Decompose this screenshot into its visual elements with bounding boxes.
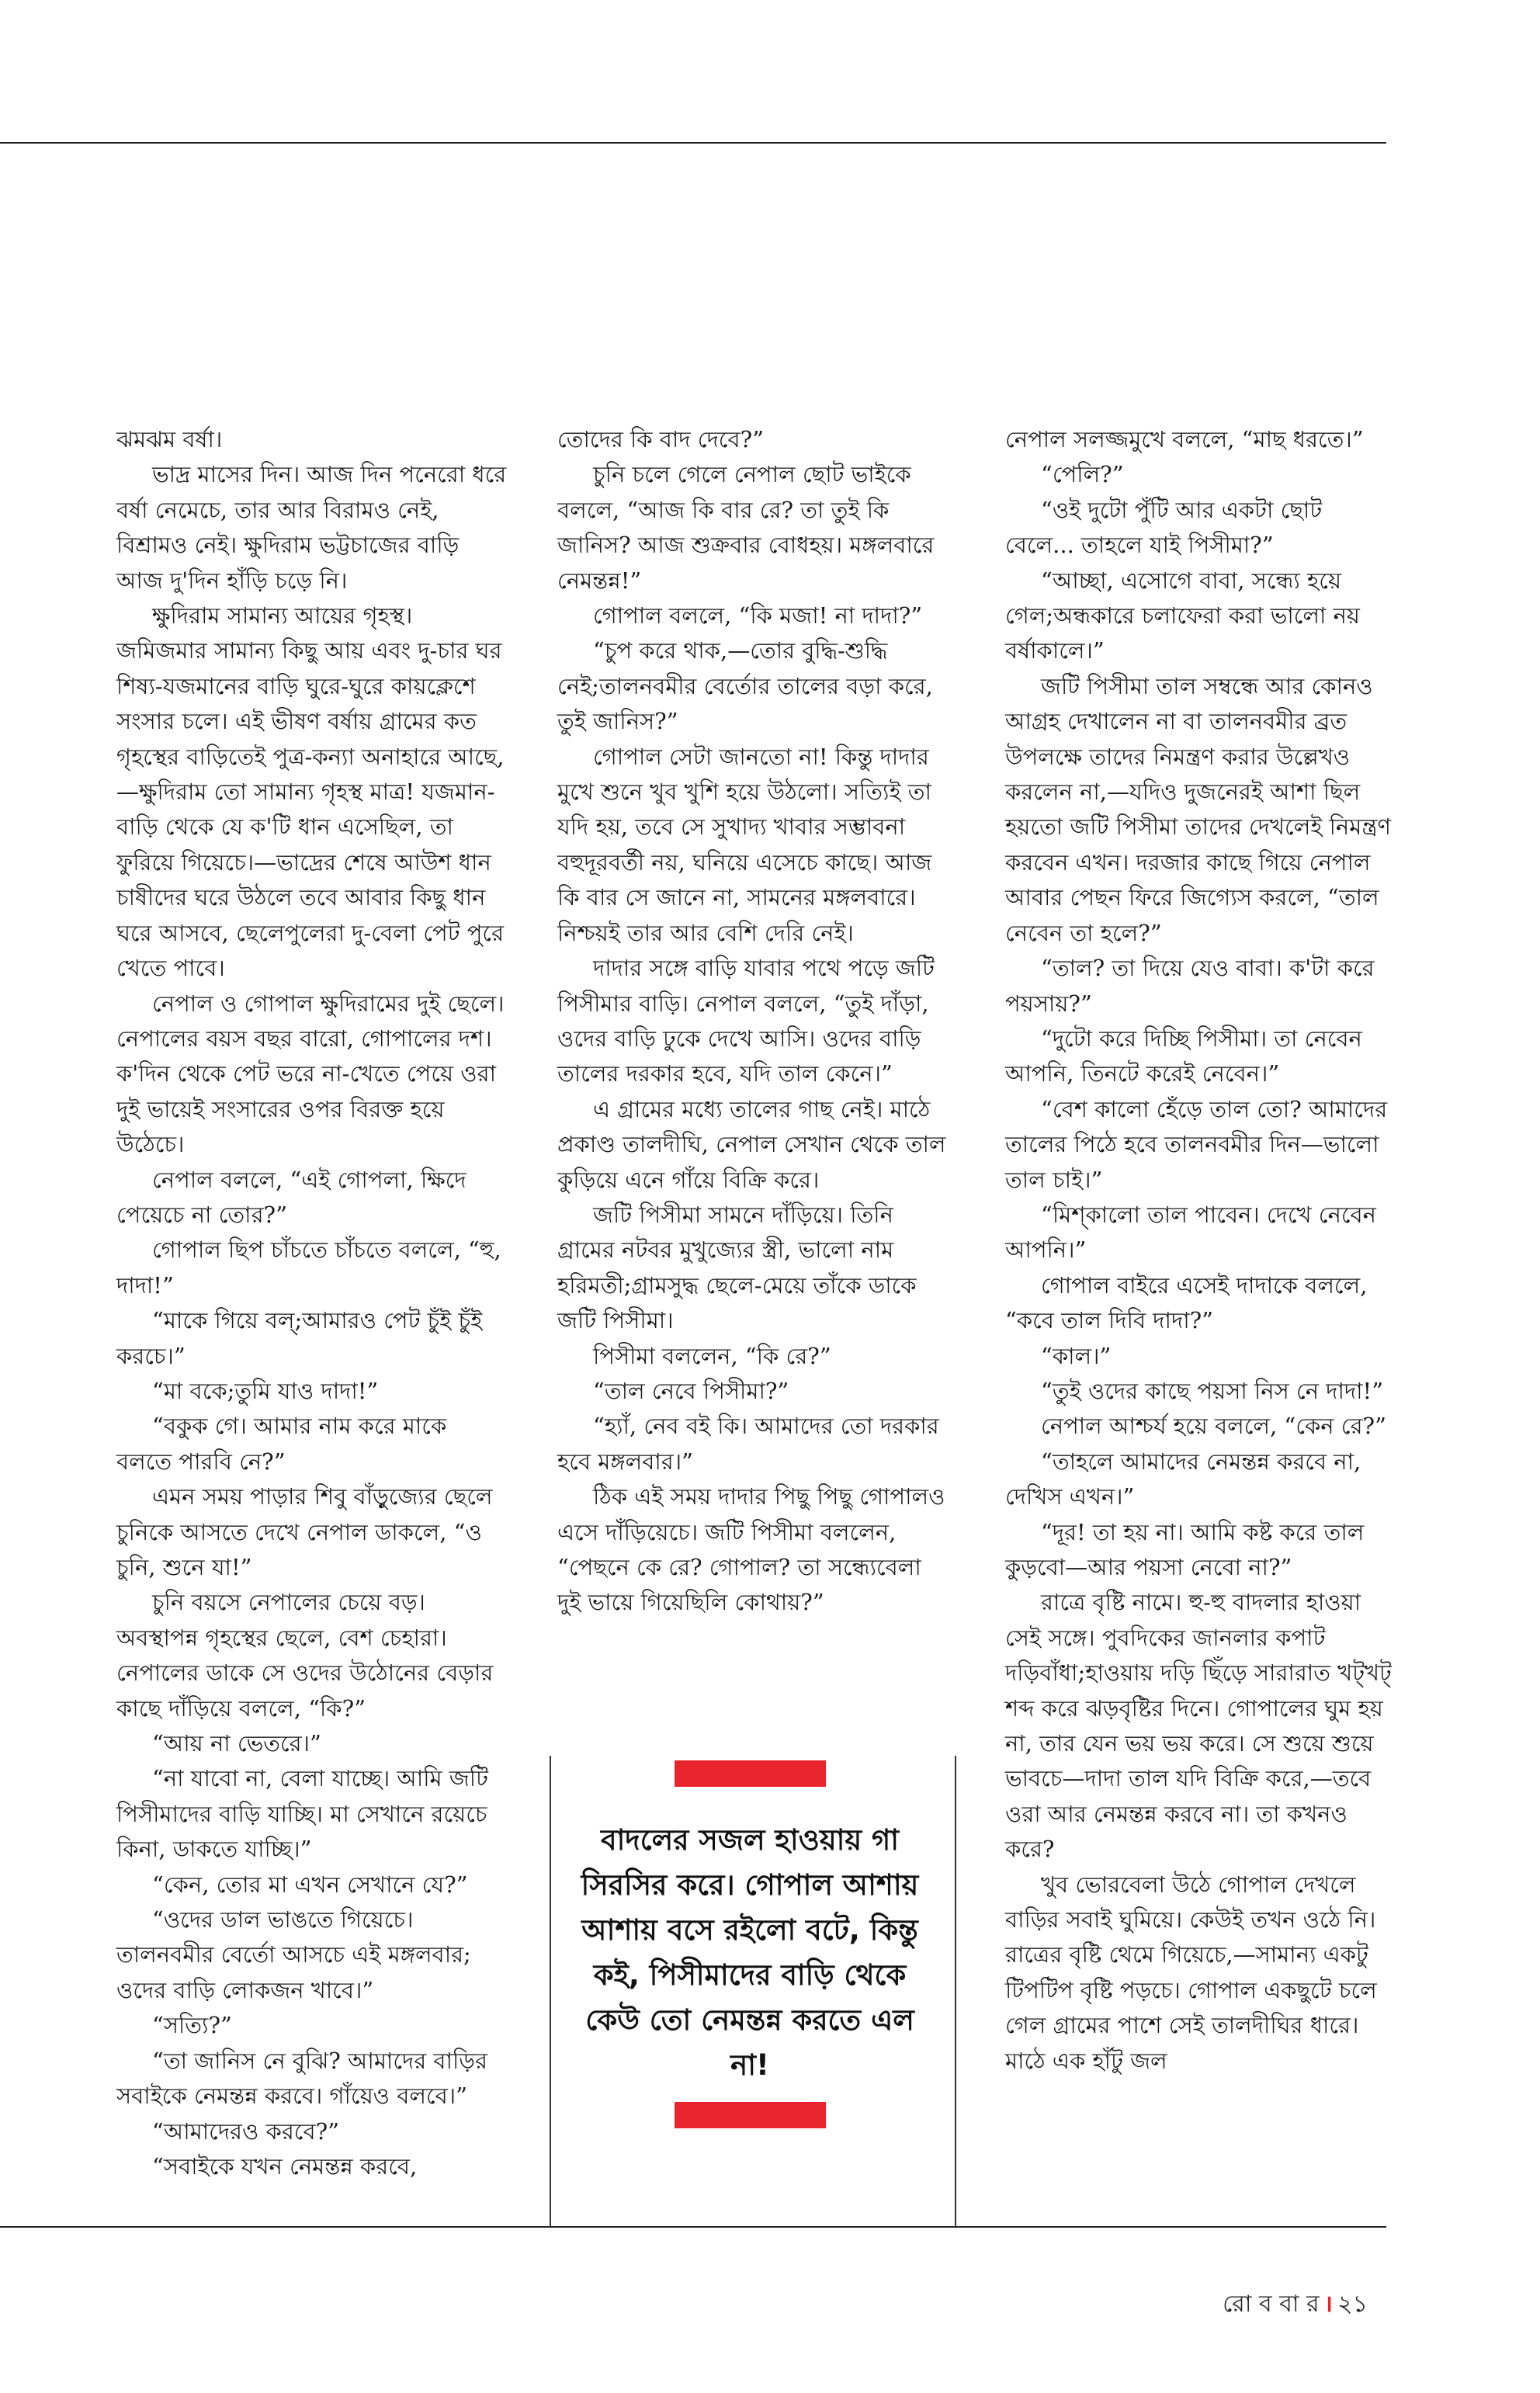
text-column-1 xyxy=(116,422,508,2184)
paragraph: ভাদ্র মাসের দিন। আজ দিন পনেরো ধরে বর্ষা নেমেচে, তার আর বিরামও নেই, বিশ্রামও নেই। ক্ষুদিরাম ভট্টচাজের বাড়ি আজ দু'দিন হাঁড়ি চড়ে নি। xyxy=(116,461,507,594)
paragraph: “বকুক গে। আমার নাম করে মাকে বলতে পারবি নে?” xyxy=(116,1413,447,1475)
paragraph: “মিশ্‌কালো তাল পাবেন। দেখে নেবেন আপনি।” xyxy=(1005,1201,1376,1264)
paragraph: “আচ্ছা, এসোগে বাবা, সন্ধ্যে হয়ে গেল;অন্ধকারে চলাফেরা করা ভালো নয় বর্ষাকালে।” xyxy=(1005,567,1361,664)
paragraph: ক্ষুদিরাম সামান্য আয়ের গৃহস্থ। জমিজমার সামান্য কিছু আয় এবং দু-চার ঘর শিষ্য-যজমানের বাড়ি ঘুরে-ঘুরে কায়ক্লেশে সংসার চলে। এই ভীষণ বর্ষায় গ্রামের কত গৃহস্থের বাড়িতেই পুত্র-কন্যা অনাহারে আছে,—ক্ষুদিরাম তো সামান্য গৃহস্থ মাত্র! যজমান-বাড়ি থেকে যে ক'টি ধান এসেছিল, তা ফুরিয়ে গিয়েচে।—ভাদ্রের শেষে আউশ ধান চাষীদের ঘরে উঠলে তবে আবার কিছু ধান ঘরে আসবে, ছেলেপুলেরা দু-বেলা পেট পুরে খেতে পাবে। xyxy=(116,602,505,982)
paragraph: গোপাল সেটা জানতো না! কিন্তু দাদার মুখে শুনে খুব খুশি হয়ে উঠলো। সত্যিই তা যদি হয়, তবে সে সুখাদ্য খাবার সম্ভাবনা বহুদূরবর্তী নয়, ঘনিয়ে এসেচে কাছে। আজ কি বার সে জানে না, সামনের মঙ্গলবারে। নিশ্চয়ই তার আর বেশি দেরি নেই। xyxy=(557,743,932,946)
paragraph: “ওই দুটো পুঁটি আর একটা ছোট বেলে... তাহলে যাই পিসীমা?” xyxy=(1005,496,1323,559)
paragraph: পিসীমা বললেন, “কি রে?” xyxy=(593,1342,831,1369)
paragraph: চুনি চলে গেলে নেপাল ছোট ভাইকে বললে, “আজ কি বার রে? তা তুই কি জানিস? আজ শুক্রবার বোধহয়। মঙ্গলবারে নেমন্তন্ন!” xyxy=(557,461,935,594)
paragraph: “না যাবো না, বেলা যাচ্ছে। আমি জটি পিসীমাদের বাড়ি যাচ্ছি। মা সেখানে রয়েচে কিনা, ডাকতে যাচ্ছি।” xyxy=(116,1765,488,1863)
paragraph: “তা জানিস নে বুঝি? আমাদের বাড়ির সবাইকে নেমন্তন্ন করবে। গাঁয়েও বলবে।” xyxy=(116,2047,487,2110)
paragraph: গোপাল বললে, “কি মজা! না দাদা?” xyxy=(593,602,923,629)
paragraph: গোপাল ছিপ চাঁচতে চাঁচতে বললে, “হু, দাদা!” xyxy=(116,1236,501,1299)
paragraph: “ওদের ডাল ভাঙতে গিয়েচে। তালনবমীর বের্তো আসচে এই মঙ্গলবার; ওদের বাড়ি লোকজন খাবে।” xyxy=(116,1906,471,2003)
folio xyxy=(1223,2285,1368,2325)
paragraph: ঝমঝম বর্ষা। xyxy=(116,426,223,453)
bottom-rule xyxy=(0,2226,1386,2228)
pull-quote-bar-bottom xyxy=(675,2102,826,2128)
paragraph: দাদার সঙ্গে বাড়ি যাবার পথে পড়ে জটি পিসীমার বাড়ি। নেপাল বললে, “তুই দাঁড়া, ওদের বাড়ি ঢুকে দেখে আসি। ওদের বাড়ি তালের দরকার হবে, যদি তাল কেনে।” xyxy=(557,955,935,1087)
paragraph: “হ্যাঁ, নেব বই কি। আমাদের তো দরকার হবে মঙ্গলবার।” xyxy=(557,1413,939,1475)
paragraph: “তুই ওদের কাছে পয়সা নিস নে দাদা!” xyxy=(1041,1377,1384,1404)
pull-quote-text: বাদলের সজল হাওয়ায় গা সিরসির করে। গোপাল আশায় আশায় বসে রইলো বটে, কিন্তু কই, পিসীমাদের বাড়ি থেকে কেউ তো নেমন্তন্ন করতে এল না! xyxy=(581,1823,919,2082)
paragraph: এমন সময় পাড়ার শিবু বাঁড়ুজ্যের ছেলে চুনিকে আসতে দেখে নেপাল ডাকলে, “ও চুনি, শুনে যা!” xyxy=(116,1483,493,1580)
page-number: ২১ xyxy=(1337,2291,1368,2318)
paragraph: “দুটো করে দিচ্ছি পিসীমা। তা নেবেন আপনি, তিনটে করেই নেবেন।” xyxy=(1005,1025,1362,1087)
paragraph: “মাকে গিয়ে বল্;আমারও পেট চুঁই চুঁই করচে।” xyxy=(116,1307,483,1369)
paragraph: নেপাল আশ্চর্য হয়ে বললে, “কেন রে?” xyxy=(1041,1413,1386,1440)
paragraph: খুব ভোরবেলা উঠে গোপাল দেখলে বাড়ির সবাই ঘুমিয়ে। কেউই তখন ওঠে নি। রাত্রের বৃষ্টি থেমে গিয়েচে,—সামান্য একটু টিপটিপ বৃষ্টি পড়চে। গোপাল একছুটে চলে গেল গ্রামের পাশে সেই তালদীঘির ধারে। মাঠে এক হাঁটু জল xyxy=(1005,1871,1377,2074)
paragraph: “তাল? তা দিয়ে যেও বাবা। ক'টা করে পয়সায়?” xyxy=(1005,955,1375,1017)
paragraph: “কেন, তোর মা এখন সেখানে যে?” xyxy=(152,1871,468,1898)
magazine-name: রো ব বা র xyxy=(1223,2291,1320,2318)
paragraph: “আমাদেরও করবে?” xyxy=(152,2117,339,2145)
column-divider-right xyxy=(955,1756,956,2226)
paragraph: জটি পিসীমা সামনে দাঁড়িয়ে। তিনি গ্রামের নটবর মুখুজ্যের স্ত্রী, ভালো নাম হরিমতী;গ্রামসুদ্ধ ছেলে-মেয়ে তাঁকে ডাকে জটি পিসীমা। xyxy=(557,1201,917,1334)
paragraph: ঠিক এই সময় দাদার পিছু পিছু গোপালও এসে দাঁড়িয়েচে। জটি পিসীমা বললেন, “পেছনে কে রে? গোপাল? তা সন্ধ্যেবেলা দুই ভায়ে গিয়েছিলি কোথায়?” xyxy=(557,1483,945,1616)
paragraph: “আয় না ভেতরে।” xyxy=(152,1730,321,1757)
folio-separator: । xyxy=(1323,2291,1334,2318)
pull-quote-bar-top xyxy=(675,1760,826,1787)
paragraph: জটি পিসীমা তাল সম্বন্ধে আর কোনও আগ্রহ দেখালেন না বা তালনবমীর ব্রত উপলক্ষে তাদের নিমন্ত্রণ করার উল্লেখও করলেন না,—যদিও দুজনেরই আশা ছিল হয়তো জটি পিসীমা তাদের দেখলেই নিমন্ত্রণ করবেন এখন। দরজার কাছে গিয়ে নেপাল আবার পেছন ফিরে জিগ্যেস করলে, “তাল নেবেন তা হলে?” xyxy=(1005,672,1392,946)
paragraph: “কাল।” xyxy=(1041,1342,1112,1369)
paragraph: এ গ্রামের মধ্যে তালের গাছ নেই। মাঠে প্রকাণ্ড তালদীঘি, নেপাল সেখান থেকে তাল কুড়িয়ে এনে গাঁয়ে বিক্রি করে। xyxy=(557,1095,946,1193)
paragraph: “তাল নেবে পিসীমা?” xyxy=(593,1377,789,1404)
paragraph: চুনি বয়সে নেপালের চেয়ে বড়। অবস্থাপন্ন গৃহস্থের ছেলে, বেশ চেহারা। নেপালের ডাকে সে ওদের উঠোনের বেড়ার কাছে দাঁড়িয়ে বললে, “কি?” xyxy=(116,1589,494,1722)
paragraph: নেপাল ও গোপাল ক্ষুদিরামের দুই ছেলে। নেপালের বয়স বছর বারো, গোপালের দশ। ক'দিন থেকে পেট ভরে না-খেতে পেয়ে ওরা দুই ভায়েই সংসারের ওপর বিরক্ত হয়ে উঠেচে। xyxy=(116,990,505,1158)
paragraph: তোদের কি বাদ দেবে?” xyxy=(557,426,764,453)
paragraph: “পেলি?” xyxy=(1041,461,1124,488)
paragraph: গোপাল বাইরে এসেই দাদাকে বললে, “কবে তাল দিবি দাদা?” xyxy=(1005,1271,1368,1334)
column-divider-left xyxy=(550,1756,551,2226)
text-column-2 xyxy=(557,422,949,1621)
paragraph: নেপাল সলজ্জমুখে বললে, “মাছ ধরতে।” xyxy=(1005,426,1364,453)
paragraph: “সবাইকে যখন নেমন্তন্ন করবে, xyxy=(152,2152,418,2180)
paragraph: “বেশ কালো হেঁড়ে তাল তো? আমাদের তালের পিঠে হবে তালনবমীর দিন—ভালো তাল চাই।” xyxy=(1005,1095,1388,1193)
paragraph: “মা বকে;তুমি যাও দাদা!” xyxy=(152,1377,379,1404)
paragraph: “তাহলে আমাদের নেমন্তন্ন করবে না, দেখিস এখন।” xyxy=(1005,1448,1361,1510)
top-rule xyxy=(0,142,1386,144)
text-column-3 xyxy=(1005,422,1397,2079)
paragraph: “সত্যি?” xyxy=(152,2012,232,2039)
paragraph: “চুপ করে থাক,—তোর বুদ্ধি-শুদ্ধি নেই;তালনবমীর বের্তোর তালের বড়া করে, তুই জানিস?” xyxy=(557,637,933,735)
pull-quote xyxy=(567,1760,933,2128)
paragraph: “দূর! তা হয় না। আমি কষ্ট করে তাল কুড়বো—আর পয়সা নেবো না?” xyxy=(1005,1518,1365,1580)
paragraph: রাত্রে বৃষ্টি নামে। হু-হু বাদলার হাওয়া সেই সঙ্গে। পুবদিকের জানলার কপাট দড়িবাঁধা;হাওয়ায় দড়ি ছিঁড়ে সারারাত খট্‌খট্‌ শব্দ করে ঝড়বৃষ্টির দিনে। গোপালের ঘুম হয় না, তার যেন ভয় ভয় করে। সে শুয়ে শুয়ে ভাবচে—দাদা তাল যদি বিক্রি করে,—তবে ওরা আর নেমন্তন্ন করবে না। তা কখনও করে? xyxy=(1005,1589,1392,1863)
paragraph: নেপাল বললে, “এই গোপলা, ক্ষিদে পেয়েচে না তোর?” xyxy=(116,1166,467,1228)
